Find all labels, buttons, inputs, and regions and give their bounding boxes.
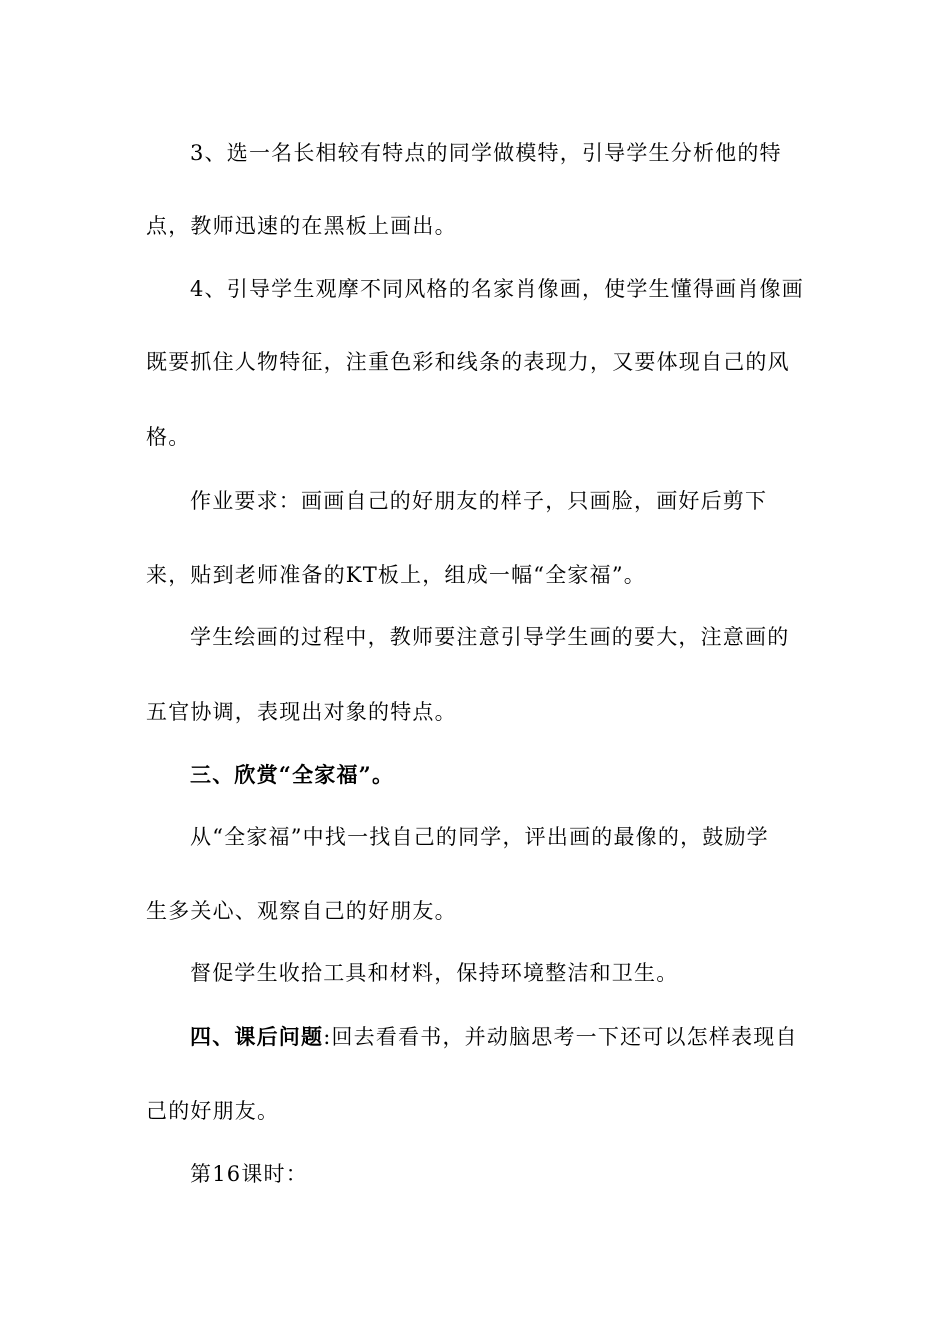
section-heading: 四、课后问题 xyxy=(190,1024,324,1049)
paragraph-line: 五官协调，表现出对象的特点。 xyxy=(146,700,457,724)
paragraph-line: 来，贴到老师准备的KT板上，组成一幅“全家福”。 xyxy=(146,563,646,587)
paragraph-line: 督促学生收拾工具和材料，保持环境整洁和卫生。 xyxy=(190,961,679,985)
paragraph-line: 己的好朋友。 xyxy=(146,1099,280,1123)
paragraph-line: 4、引导学生观摩不同风格的名家肖像画，使学生懂得画肖像画 xyxy=(190,277,804,301)
lesson-number: 第16课时： xyxy=(190,1162,308,1186)
paragraph-line: 学生绘画的过程中，教师要注意引导学生画的要大，注意画的 xyxy=(190,625,790,649)
paragraph-line: 格。 xyxy=(146,425,191,449)
homework-line xyxy=(190,1022,806,1052)
paragraph-line: 既要抓住人物特征，注重色彩和线条的表现力，又要体现自己的风 xyxy=(146,350,790,374)
paragraph-line: 3、选一名长相较有特点的同学做模特，引导学生分析他的特 xyxy=(190,141,782,165)
paragraph-line: 生多关心、观察自己的好朋友。 xyxy=(146,899,457,923)
paragraph-line: 从“全家福”中找一找自己的同学，评出画的最像的，鼓励学 xyxy=(190,825,769,849)
paragraph-line: 点，教师迅速的在黑板上画出。 xyxy=(146,214,457,238)
paragraph-line: 作业要求：画画自己的好朋友的样子，只画脸，画好后剪下 xyxy=(190,489,768,513)
section-heading: 三、欣赏“全家福”。 xyxy=(190,762,395,787)
paragraph-text: :回去看看书，并动脑思考一下还可以怎样表现自 xyxy=(323,1025,798,1049)
